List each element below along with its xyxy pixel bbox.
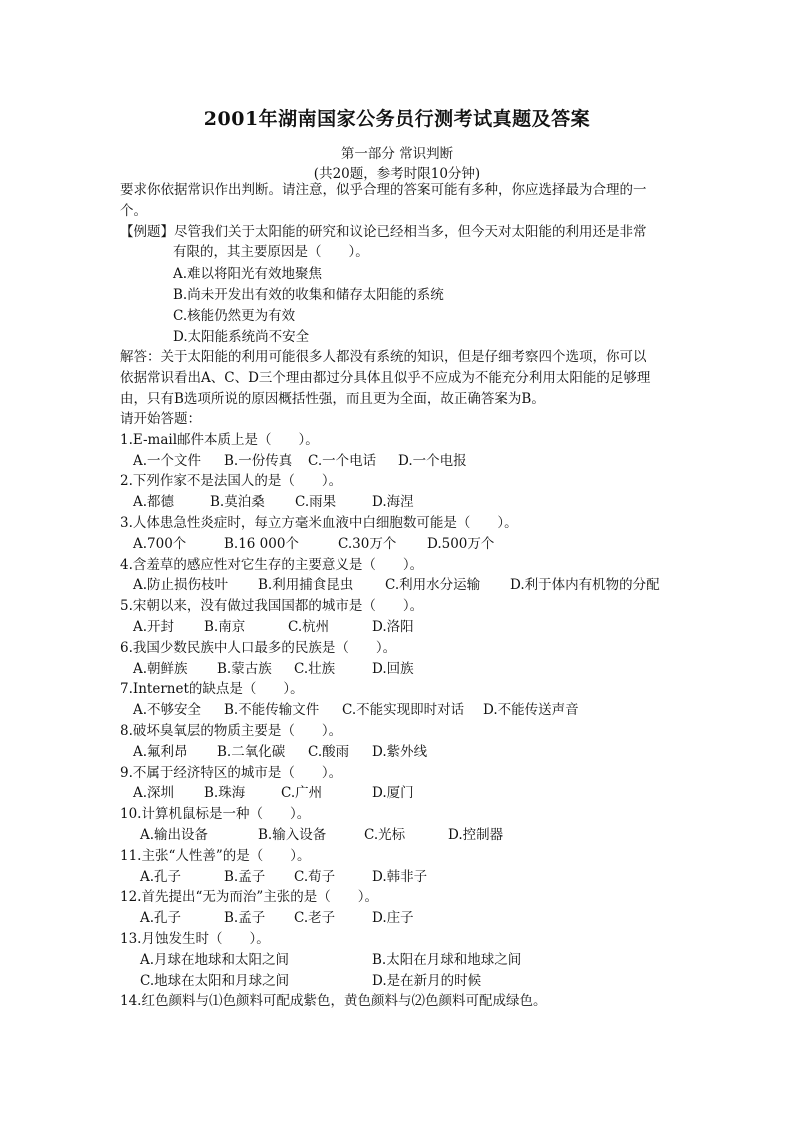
question-stem: 6.我国少数民族中人口最多的民族是（ ）。 <box>120 640 397 656</box>
question-stem: 8.破坏臭氧层的物质主要是（ ）。 <box>120 723 343 739</box>
question-option: A.深圳 <box>133 785 175 801</box>
question-stem: 11.主张“人性善”的是（ ）。 <box>120 848 311 864</box>
question-option: D.500万个 <box>427 536 495 552</box>
intro-line: 要求你依据常识作出判断。请注意，似乎合理的答案可能有多种，你应选择最为合理的一 <box>120 182 647 198</box>
question-stem: 13.月蚀发生时（ ）。 <box>120 931 270 947</box>
question-option: D.回族 <box>372 661 414 677</box>
question-stem: 2.下列作家不是法国人的是（ ）。 <box>120 473 343 489</box>
page-title: 2001年湖南国家公务员行测考试真题及答案 <box>203 108 591 130</box>
question-option: A.孔子 <box>140 910 182 926</box>
question-option: A.防止损伤枝叶 <box>133 577 229 593</box>
question-option: B.二氧化碳 <box>217 744 286 760</box>
question-stem: 5.宋朝以来，没有做过我国国都的城市是（ ）。 <box>120 598 424 614</box>
question-option: C.杭州 <box>288 619 330 635</box>
question-option: B.南京 <box>204 619 246 635</box>
begin-label: 请开始答题： <box>120 411 201 427</box>
question-option: C.广州 <box>281 785 323 801</box>
question-option: A.开封 <box>133 619 175 635</box>
intro-line: 个。 <box>120 203 147 219</box>
question-option: C.雨果 <box>295 494 337 510</box>
question-option: A.不够安全 <box>133 702 202 718</box>
answer-line: 依据常识看出A、C、D三个理由都过分具体且似乎不应成为不能充分利用太阳能的足够理 <box>120 370 651 386</box>
question-option: B.孟子 <box>224 869 266 885</box>
question-option: A.月球在地球和太阳之间 <box>140 952 290 968</box>
question-option: C.不能实现即时对话 <box>342 702 465 718</box>
question-stem: 4.含羞草的感应性对它生存的主要意义是（ ）。 <box>120 557 424 573</box>
question-option: D.是在新月的时候 <box>372 973 482 989</box>
example-option: B.尚未开发出有效的收集和储存太阳能的系统 <box>173 287 444 303</box>
question-option: C.老子 <box>294 910 336 926</box>
question-option: B.输入设备 <box>258 827 327 843</box>
question-option: B.16 000个 <box>224 536 299 552</box>
question-stem: 9.不属于经济特区的城市是（ ）。 <box>120 765 343 781</box>
question-option: B.莫泊桑 <box>210 494 265 510</box>
question-stem: 10.计算机鼠标是一种（ ）。 <box>120 806 311 822</box>
question-option: D.一个电报 <box>398 453 467 469</box>
question-option: A.700个 <box>133 536 187 552</box>
question-option: C.利用水分运输 <box>385 577 481 593</box>
section-heading: 第一部分 常识判断 <box>340 146 454 162</box>
question-stem: 7.Internet的缺点是（ ）。 <box>120 681 304 697</box>
question-option: A.孔子 <box>140 869 182 885</box>
question-option: C.壮族 <box>294 661 336 677</box>
question-option: D.紫外线 <box>372 744 428 760</box>
question-option: D.控制器 <box>448 827 504 843</box>
question-option: B.珠海 <box>204 785 246 801</box>
answer-line: 由，只有B选项所说的原因概括性强，而且更为全面，故正确答案为B。 <box>120 391 545 407</box>
question-stem: 3.人体患急性炎症时，每立方毫米血液中白细胞数可能是（ ）。 <box>120 515 518 531</box>
example-option: C.核能仍然更为有效 <box>173 308 296 324</box>
question-option: B.太阳在月球和地球之间 <box>372 952 522 968</box>
question-option: C.地球在太阳和月球之间 <box>140 973 290 989</box>
question-option: A.输出设备 <box>140 827 209 843</box>
answer-line: 解答：关于太阳能的利用可能很多人都没有系统的知识，但是仔细考察四个选项，你可以 <box>120 349 647 365</box>
question-option: A.都德 <box>133 494 175 510</box>
question-option: D.厦门 <box>372 785 414 801</box>
question-option: C.一个电话 <box>308 453 377 469</box>
section-note: (共20题，参考时限10分钟) <box>313 166 481 182</box>
question-option: B.孟子 <box>224 910 266 926</box>
question-stem: 1.E-mail邮件本质上是（ ）。 <box>120 432 319 448</box>
question-option: A.氟利昂 <box>133 744 188 760</box>
question-option: B.一份传真 <box>224 453 293 469</box>
question-option: D.不能传送声音 <box>483 702 579 718</box>
example-option: D.太阳能系统尚不安全 <box>173 329 310 345</box>
question-option: D.韩非子 <box>372 869 428 885</box>
question-option: A.一个文件 <box>133 453 202 469</box>
question-option: D.海涅 <box>372 494 414 510</box>
question-option: A.朝鲜族 <box>133 661 188 677</box>
question-option: D.洛阳 <box>372 619 414 635</box>
question-stem: 12.首先提出“无为而治”主张的是（ ）。 <box>120 889 379 905</box>
question-option: D.庄子 <box>372 910 414 926</box>
example-stem: 【例题】尽管我们关于太阳能的研究和议论已经相当多，但今天对太阳能的利用还是非常 <box>120 224 647 240</box>
question-option: C.酸雨 <box>308 744 350 760</box>
example-option: A.难以将阳光有效地聚焦 <box>173 266 323 282</box>
question-option: C.30万个 <box>338 536 397 552</box>
question-option: C.荀子 <box>294 869 336 885</box>
question-option: D.利于体内有机物的分配 <box>510 577 660 593</box>
question-option: B.利用捕食昆虫 <box>258 577 354 593</box>
question-stem: 14.红色颜料与⑴色颜料可配成紫色，黄色颜料与⑵色颜料可配成绿色。 <box>120 993 547 1009</box>
question-option: B.蒙古族 <box>217 661 272 677</box>
question-option: C.光标 <box>364 827 406 843</box>
example-stem: 有限的，其主要原因是（ ）。 <box>173 244 369 260</box>
question-option: B.不能传输文件 <box>224 702 320 718</box>
